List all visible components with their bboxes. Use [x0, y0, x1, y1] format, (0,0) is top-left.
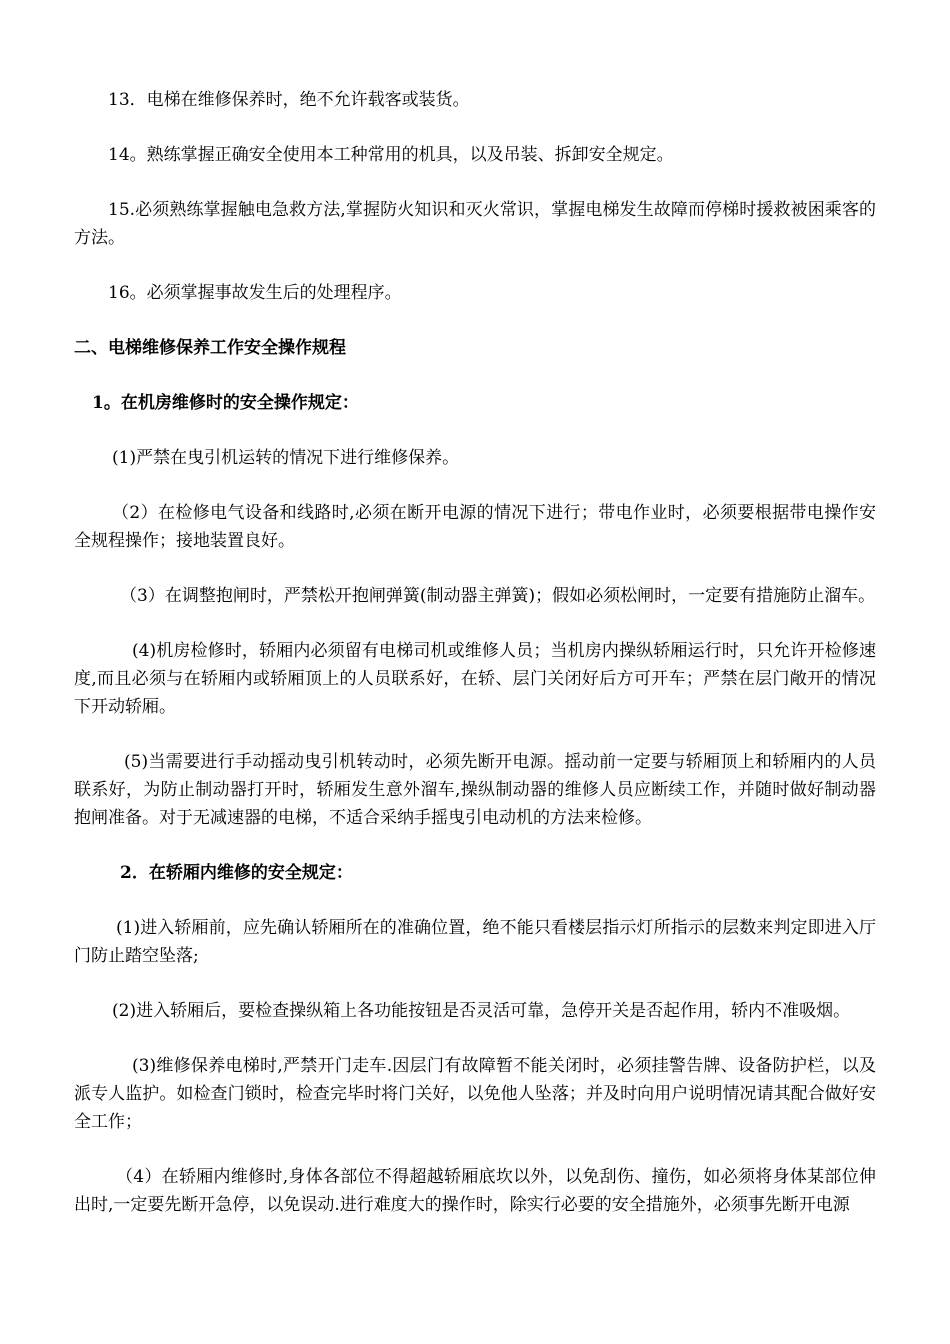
machine-room-item-3: （3）在调整抱闸时，严禁松开抱闸弹簧(制动器主弹簧)；假如必须松闸时，一定要有措施防止溜车。: [120, 586, 876, 606]
paragraph-14: 14。熟练掌握正确安全使用本工种常用的机具，以及吊装、拆卸安全规定。: [108, 145, 674, 165]
subsection-heading-car: 2．在轿厢内维修的安全规定：: [120, 863, 353, 883]
car-item-1: (1)进入轿厢前，应先确认轿厢所在的准确位置，绝不能只看楼层指示灯所指示的层数来判定即进入厅门防止踏空坠落;: [74, 918, 876, 966]
machine-room-item-1: (1)严禁在曳引机运转的情况下进行维修保养。: [112, 448, 460, 468]
machine-room-item-4: (4)机房检修时，轿厢内必须留有电梯司机或维修人员；当机房内操纵轿厢运行时，只允许开检修速度,而且必须与在轿厢内或轿厢顶上的人员联系好，在轿、层门关闭好后方可开车；严禁在层门敞开的情况下开动轿厢。: [74, 641, 876, 717]
machine-room-item-2: （2）在检修电气设备和线路时,必须在断开电源的情况下进行；带电作业时，必须要根据带电操作安全规程操作；接地装置良好。: [74, 503, 876, 551]
paragraph-16: 16。必须掌握事故发生后的处理程序。: [108, 283, 402, 303]
paragraph-15: 15.必须熟练掌握触电急救方法,掌握防火知识和灭火常识，掌握电梯发生故障而停梯时援救被困乘客的方法。: [74, 200, 876, 248]
subsection-heading-machine-room: 1。在机房维修时的安全操作规定：: [92, 393, 359, 413]
paragraph-13: 13．电梯在维修保养时，绝不允许载客或装货。: [108, 90, 470, 110]
machine-room-item-5: (5)当需要进行手动摇动曳引机转动时，必须先断开电源。摇动前一定要与轿厢顶上和轿厢内的人员联系好，为防止制动器打开时，轿厢发生意外溜车,操纵制动器的维修人员应断续工作，并随时做好制动器抱闸准备。对于无减速器的电梯，不适合采纳手摇曳引电动机的方法来检修。: [74, 752, 876, 828]
car-item-3: (3)维修保养电梯时,严禁开门走车.因层门有故障暂不能关闭时，必须挂警告牌、设备防护栏，以及派专人监护。如检查门锁时，检查完毕时将门关好，以免他人坠落；并及时向用户说明情况请其配合做好安全工作；: [74, 1056, 876, 1132]
car-item-4: （4）在轿厢内维修时,身体各部位不得超越轿厢底坎以外，以免刮伤、撞伤，如必须将身体某部位伸出时,一定要先断开急停，以免误动.进行难度大的操作时，除实行必要的安全措施外，必须事先断开电源: [74, 1167, 876, 1215]
section-heading: 二、电梯维修保养工作安全操作规程: [74, 338, 346, 358]
car-item-2: (2)进入轿厢后，要检查操纵箱上各功能按钮是否灵活可靠，急停开关是否起作用，轿内不准吸烟。: [112, 1001, 851, 1021]
